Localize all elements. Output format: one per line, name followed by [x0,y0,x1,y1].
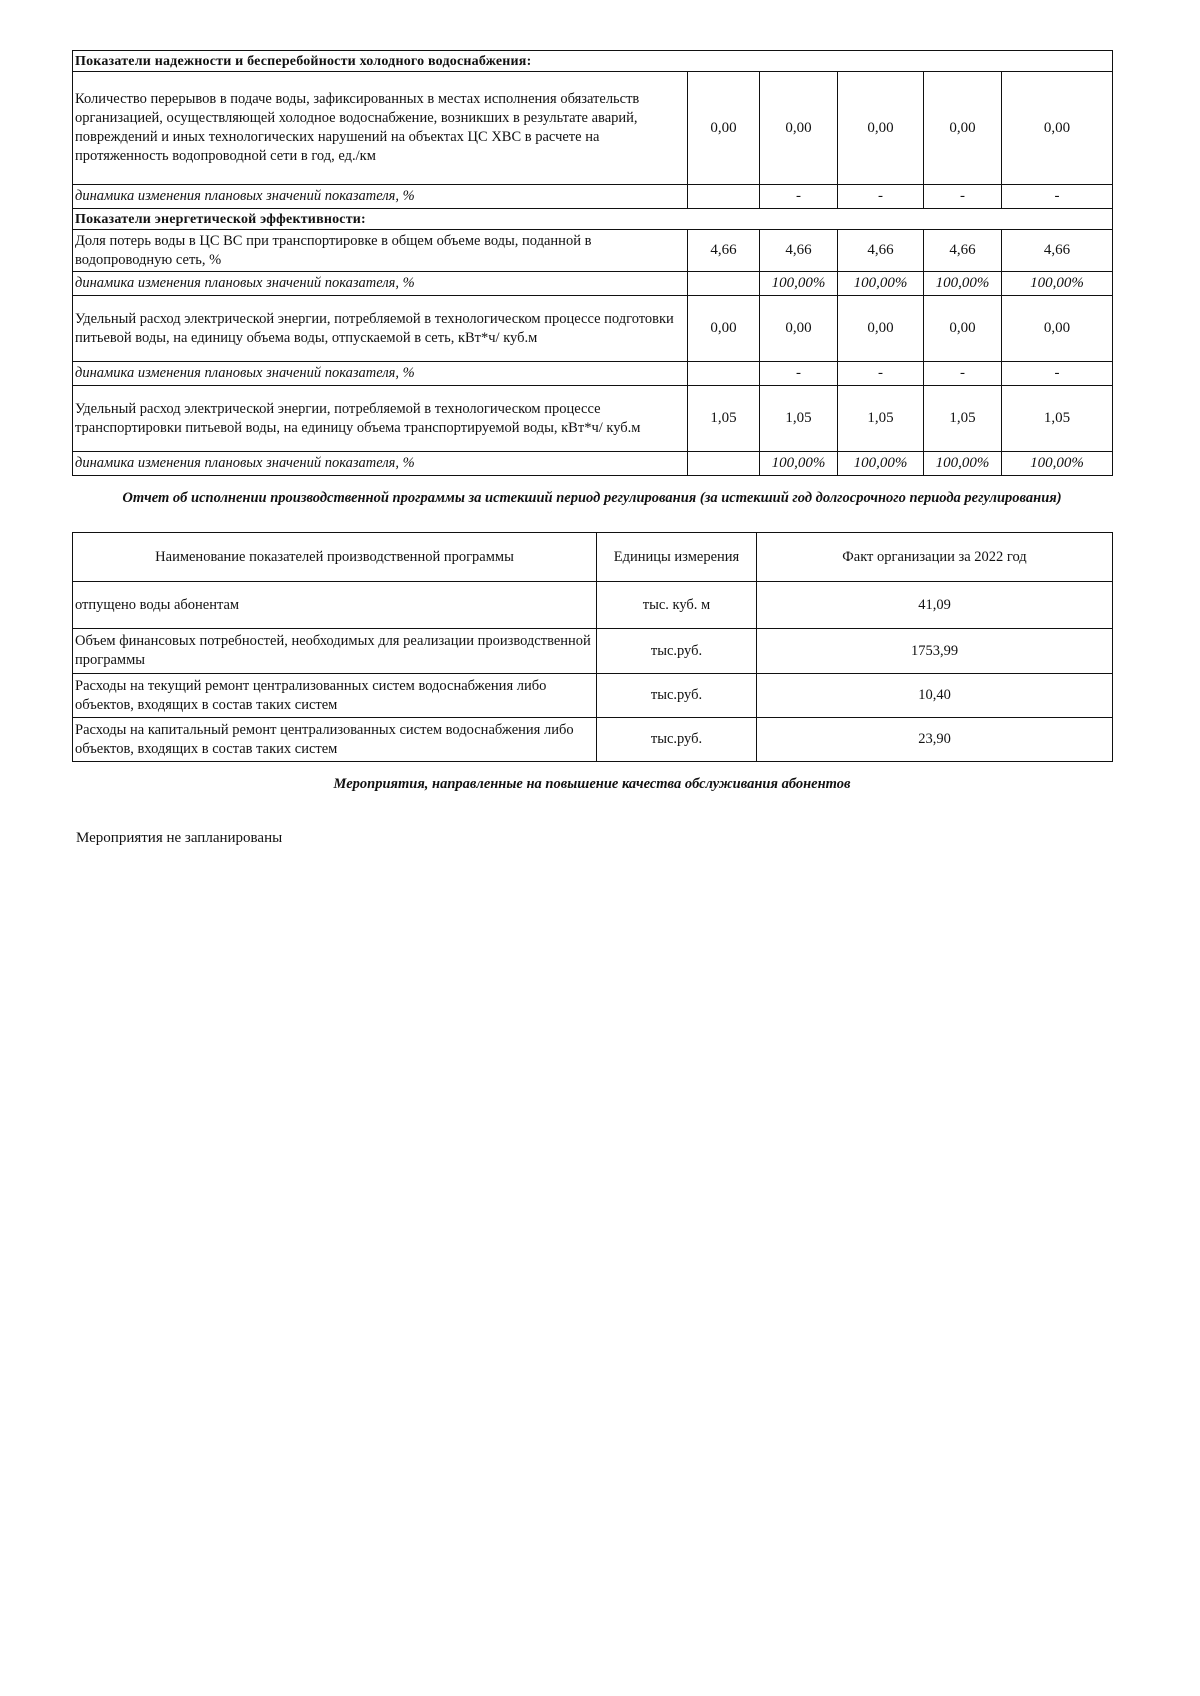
section-row [73,51,1113,72]
row-fact: 41,09 [757,582,1113,629]
dynamics-label: динамика изменения плановых значений показателя, % [73,452,688,476]
section-row [73,209,1113,230]
column-header: Наименование показателей производственной программы [73,533,597,582]
dynamics-cell [688,452,760,476]
dynamics-cell [688,185,760,209]
row-name: Объем финансовых потребностей, необходимых для реализации производственной программы [73,629,597,674]
value-cell: 1,05 [688,386,760,452]
column-header: Единицы измерения [597,533,757,582]
energy-header: Показатели энергетической эффективности: [73,209,1113,230]
value-cell: 4,66 [1002,230,1113,272]
value-cell: 0,00 [838,72,924,185]
dynamics-cell: - [838,362,924,386]
value-cell: 0,00 [760,72,838,185]
dynamics-label: динамика изменения плановых значений показателя, % [73,362,688,386]
value-cell: 0,00 [688,72,760,185]
dynamics-row [73,362,1113,386]
dynamics-cell: - [1002,362,1113,386]
dynamics-cell: 100,00% [838,272,924,296]
dynamics-cell: - [1002,185,1113,209]
row-fact: 23,90 [757,718,1113,762]
dynamics-cell: - [924,362,1002,386]
table-row [73,629,1113,674]
value-cell: 1,05 [1002,386,1113,452]
dynamics-row [73,272,1113,296]
table-row [73,582,1113,629]
value-cell: 0,00 [760,296,838,362]
row-fact: 10,40 [757,674,1113,718]
value-cell: 0,00 [1002,296,1113,362]
dynamics-label: динамика изменения плановых значений показателя, % [73,272,688,296]
value-cell: 0,00 [838,296,924,362]
table-row [73,674,1113,718]
value-cell: 1,05 [838,386,924,452]
value-cell: 4,66 [838,230,924,272]
table-row [73,296,1113,362]
table-row [73,386,1113,452]
dynamics-cell: 100,00% [924,452,1002,476]
table-row [73,72,1113,185]
dynamics-cell: 100,00% [1002,272,1113,296]
row-fact: 1753,99 [757,629,1113,674]
value-cell: 0,00 [688,296,760,362]
value-cell: 4,66 [688,230,760,272]
row-unit: тыс.руб. [597,718,757,762]
dynamics-cell: 100,00% [924,272,1002,296]
table-row [73,230,1113,272]
dynamics-cell: - [924,185,1002,209]
report-table [72,532,1113,762]
row-unit: тыс.руб. [597,629,757,674]
measures-text: Мероприятия не запланированы [76,830,283,846]
table-row [73,718,1113,762]
value-cell: 4,66 [760,230,838,272]
row-name: Расходы на текущий ремонт централизованных систем водоснабжения либо объектов, входящих в состав таких систем [73,674,597,718]
row-name: Расходы на капитальный ремонт централизованных систем водоснабжения либо объектов, входящих в состав таких систем [73,718,597,762]
dynamics-cell: - [760,362,838,386]
indicator-label: Количество перерывов в подаче воды, зафиксированных в местах исполнения обязательств организацией, осуществляющей холодное водоснабжение, возникших в результате аварий, повреждений и иных технологических нарушений на объектах ЦС ХВС в расчете на протяженность водопроводной сети в год, ед./км [73,72,688,185]
dynamics-row [73,185,1113,209]
value-cell: 0,00 [924,296,1002,362]
dynamics-cell: 100,00% [760,272,838,296]
row-name: отпущено воды абонентам [73,582,597,629]
dynamics-cell: 100,00% [760,452,838,476]
dynamics-label: динамика изменения плановых значений показателя, % [73,185,688,209]
value-cell: 1,05 [760,386,838,452]
row-unit: тыс. куб. м [597,582,757,629]
indicator-label: Доля потерь воды в ЦС ВС при транспортировке в общем объеме воды, поданной в водопроводную сеть, % [73,230,688,272]
indicators-table [72,50,1113,476]
reliability-header: Показатели надежности и бесперебойности холодного водоснабжения: [73,51,1113,72]
dynamics-cell: - [760,185,838,209]
value-cell: 0,00 [924,72,1002,185]
value-cell: 1,05 [924,386,1002,452]
indicator-label: Удельный расход электрической энергии, потребляемой в технологическом процессе транспортировки питьевой воды, на единицу объема транспортируемой воды, кВт*ч/ куб.м [73,386,688,452]
dynamics-row [73,452,1113,476]
dynamics-cell [688,272,760,296]
value-cell: 4,66 [924,230,1002,272]
header-row [73,533,1113,582]
value-cell: 0,00 [1002,72,1113,185]
dynamics-cell: 100,00% [838,452,924,476]
dynamics-cell: - [838,185,924,209]
indicator-label: Удельный расход электрической энергии, потребляемой в технологическом процессе подготовки питьевой воды, на единицу объема воды, отпускаемой в сеть, кВт*ч/ куб.м [73,296,688,362]
column-header: Факт организации за 2022 год [757,533,1113,582]
dynamics-cell: 100,00% [1002,452,1113,476]
row-unit: тыс.руб. [597,674,757,718]
report-title: Отчет об исполнении производственной программы за истекший период регулирования (за истекший год долгосрочного периода регулирования) [122,490,1062,506]
dynamics-cell [688,362,760,386]
measures-title: Мероприятия, направленные на повышение качества обслуживания абонентов [333,776,851,792]
